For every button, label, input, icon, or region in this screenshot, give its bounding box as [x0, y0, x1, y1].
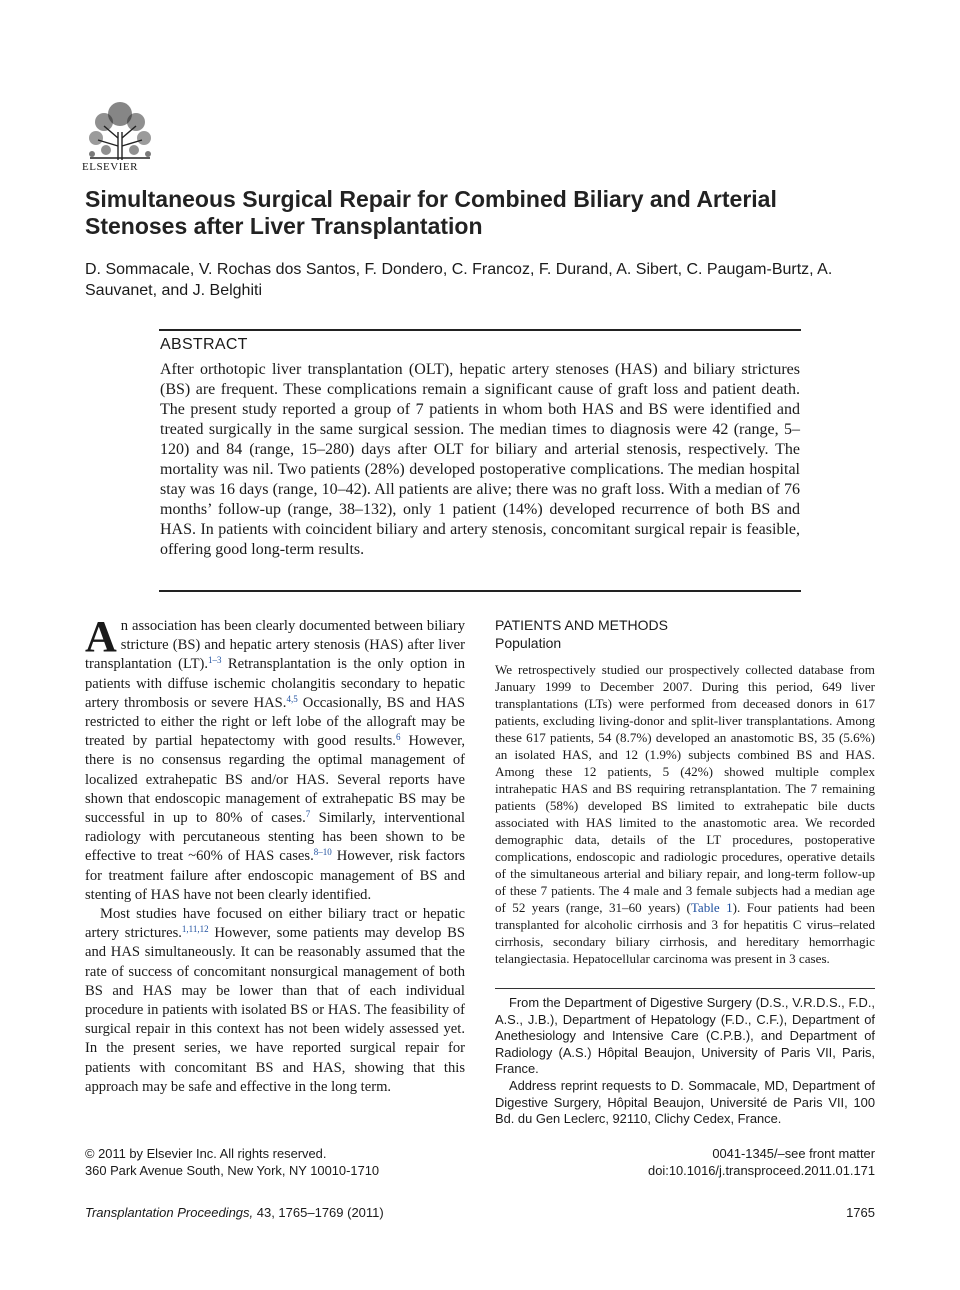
author-list: D. Sommacale, V. Rochas dos Santos, F. Dondero, C. Francoz, F. Durand, A. Sibert, C. Paugam-Burtz, A. Sauvanet, and J. Belghiti — [85, 261, 833, 299]
publisher-wordmark: ELSEVIER — [82, 161, 138, 173]
page-number: 1765 — [846, 1205, 875, 1220]
abstract-heading: ABSTRACT — [160, 336, 248, 353]
citation-link[interactable]: 1,11,12 — [181, 924, 209, 935]
reprint-note: Address reprint requests to D. Sommacale, MD, Department of Digestive Surgery, Hôpital Beaujon, Université de Paris VII, 100 Bd. du Gen Leclerc, 92110, Clichy Cedex, France. — [495, 1077, 875, 1127]
abstract-body: After orthotopic liver transplantation (OLT), hepatic artery stenoses (HAS) and biliary strictures (BS) are frequent. These complications remain a significant cause of graft loss and patient death. The present study reported a group of 7 patients in whom both HAS and BS were identified and treated surgically in the same surgical session. The median times to diagnosis were 42 (range, 5–120) and 84 (range, 15–280) days after OLT for biliary and arterial stenosis, respectively. The mortality was nil. Two patients (28%) developed postoperative complications. The median hospital stay was 16 days (range, 10–42). All patients are alive; there was no graft loss. With a median of 76 months’ follow-up (range, 38–132), only 1 patient (14%) developed recurrence of both BS and HAS. In patients with coincident biliary and artery stenosis, concomitant surgical repair is feasible, offering good long-term results. — [160, 361, 800, 558]
publisher-address: 360 Park Avenue South, New York, NY 10010-1710 — [85, 1162, 380, 1178]
intro-paragraph-2: Most studies have focused on either biliary tract or hepatic artery strictures.$^{1,11,12}$ However, some patients may develop BS and HAS simultaneously. It can be reasonably assumed that the rate of success of concomitant nonsurgical management of both BS and HAS may be lower than that of each individual procedure in patients with isolated BS or HAS. The feasibility of surgical repair in this context has not been widely assessed yet. In the present series, we have reported surgical repair for patients with concomitant BS and HAS, showing that this approach may be safe and effective in the long term. — [85, 906, 465, 1095]
article-title: Simultaneous Surgical Repair for Combined Biliary and Arterial Stenoses after Liver Transplantation — [85, 186, 777, 239]
intro-text — [85, 612, 466, 1097]
intro-paragraph-1: An association has been clearly documented between biliary stricture (BS) and hepatic artery stenosis (HAS) after liver transplantation (LT).$^{1-3}$ Retransplantation is the only option in patients with diffuse ischemic cholangitis secondary to hepatic artery thrombosis or severe HAS.$^{4,5}$ Occasionally, BS and HAS restricted to either the right or left lobe of the allograft may be treated by partial hepatectomy with good results.$^6$ However, there is no consensus regarding the optimal management of localized extrahepatic BS and/or HAS. Several reports have shown that endoscopic management of extrahepatic BS may be successful in up to 80% of cases.$^7$ Similarly, interventional radiology with percutaneous stenting has been shown to be effective to treat ~60% of HAS cases.$^{8-10}$ However, risk factors for treatment failure after endoscopic management of BS and stenting of HAS have not been clearly identified. — [85, 612, 466, 903]
citation-link[interactable]: 7 — [305, 809, 311, 820]
drop-cap: A — [85, 612, 117, 661]
abstract-bottom-rule — [159, 590, 801, 592]
section-heading: PATIENTS AND METHODS — [495, 617, 668, 633]
abstract-top-rule — [159, 329, 801, 331]
subsection-heading: Population — [495, 635, 562, 651]
affiliation-note: From the Department of Digestive Surgery (D.S., V.R.D.S., F.D., A.S., J.B.), Department of Hepatology (F.D., C.F.), Department of Anethesiology and Intensive Care (C.P.B.), and Department of Radiology (A.S.) Hôpital Beaujon, University of Paris VII, Paris, France. — [495, 995, 875, 1077]
copyright-line: © 2011 by Elsevier Inc. All rights reserved. — [85, 1146, 327, 1161]
issn-line: 0041-1345/–see front matter — [712, 1146, 875, 1161]
journal-citation: Transplantation Proceedings, 43, 1765–1769 (2011) — [85, 1205, 384, 1220]
citation-link[interactable]: 4,5 — [286, 693, 298, 704]
methods-body: We retrospectively studied our prospectively collected database from January 1999 to December 2007. During this period, 649 liver transplantations (LTs) were performed from deceased donors in 617 patients, excluding living-donor and split-liver transplantations. Among these 617 patients, 54 (8.7%) developed an anastomotic BS, 35 (5.6%) an isolated HAS, and 12 (1.9%) subjects combined BS and HAS. Among these 12 patients, 5 (42%) showed multiple complex intrahepatic HAS and BS requiring retransplantation. The 7 remaining patients (58%) developed BS limited to extrahepatic bile ducts associated with HAS limited to the anastomotic area. We recorded demographic data, details of the LT procedures, postoperative complications, endoscopic and radiologic procedures, operative details of the simultaneous arterial and biliary repair, and long-term follow-up of these 7 patients. The 4 male and 3 female subjects had a median age of 52 years (range, 31–60 years) (Table 1). Four patients had been transplanted for alcoholic cirrhosis and 3 for hepatitis C virus–related cirrhosis, secondary biliary cirrhosis, and hereditary hemorrhagic telangiectasia. Hepatocellular carcinoma was present in 3 cases. — [495, 662, 875, 966]
footnote-rule — [495, 988, 875, 989]
citation-link[interactable]: 1–3 — [208, 655, 222, 666]
footnotes — [495, 995, 875, 1128]
citation-link[interactable]: 8–10 — [313, 847, 332, 858]
citation-link[interactable]: 6 — [395, 732, 401, 743]
doi-line: doi:10.1016/j.transproceed.2011.01.171 — [648, 1162, 875, 1178]
identifiers-block — [648, 1146, 875, 1179]
table-1-link[interactable]: Table 1 — [690, 900, 733, 915]
copyright-block — [85, 1146, 379, 1179]
